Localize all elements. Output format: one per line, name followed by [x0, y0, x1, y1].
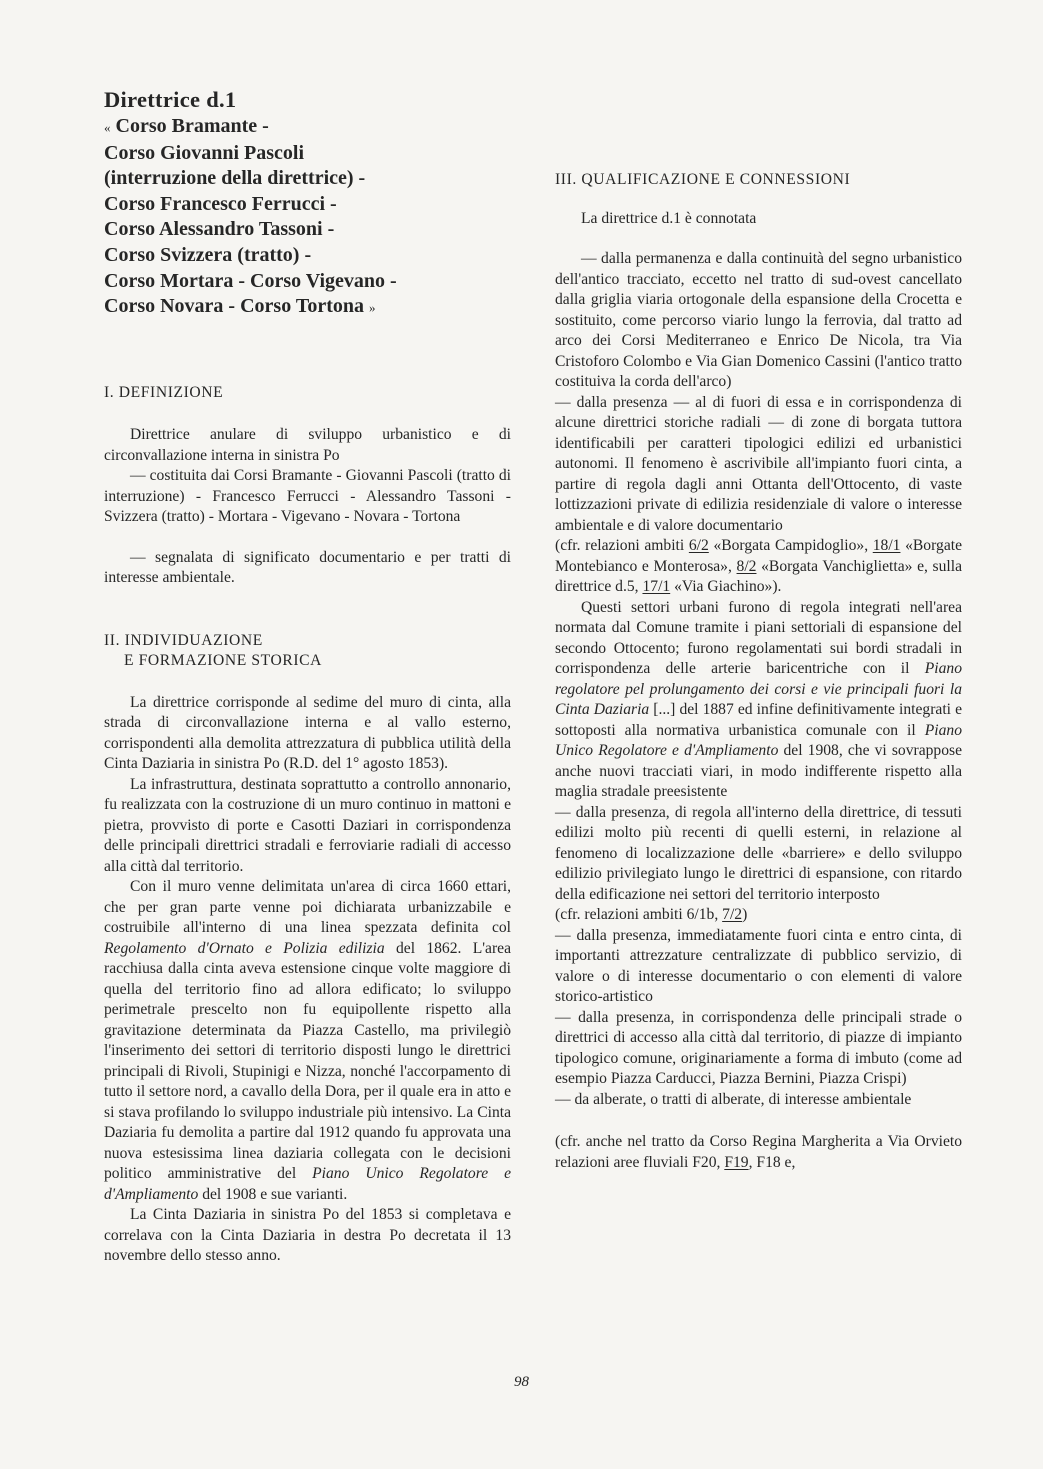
section-title-qualificazione: III. QUALIFICAZIONE E CONNESSIONI — [555, 171, 851, 188]
paragraph: (cfr. relazioni ambiti 6/1b, 7/2) — [555, 906, 748, 923]
paragraph: La direttrice d.1 è connotata — [581, 209, 757, 227]
paragraph: Direttrice anulare di sviluppo urbanistico e di circonvallazione interna in sinistra Po — [104, 426, 511, 464]
paragraph: — segnalata di significato documentario e per tratti di interesse ambientale. — [104, 548, 511, 587]
open-quote: « — [104, 120, 111, 135]
heading-line: (interruzione della direttrice) - — [104, 167, 366, 190]
section-title-individuazione: II. INDIVIDUAZIONE — [104, 631, 263, 649]
paragraph: — da alberate, o tratti di alberate, di interesse ambientale — [555, 1090, 912, 1108]
section-title-individuazione-2: E FORMAZIONE STORICA — [124, 652, 322, 670]
paragraph: Con il muro venne delimitata un'area di circa 1660 ettari, che per gran parte venne poi dichiarata urbanizzabile e costruibile all'interno di una linea spezzata definita col Regolamento d'Ornato e Polizia edilizia del 1862. L'area racchiusa dalla cinta aveva estensione cinque volte maggiore di quella del territorio fino ad allora edificato; lo sviluppo perimetrale prescelto non fu equipollente rispetto alla gravitazione determinata da Piazza Castello, ma privilegiò l'inserimento dei settori di territorio disposti lungo le direttrici principali di Rivoli, Stupinigi e Nizza, nonché l'accorpamento di tutto il settore nord, a cavallo della Dora, per il quale era in atto e si stava profilando lo sviluppo industriale più intensivo. La Cinta Daziaria fu demolita a partire dal 1912 quando fu approvata una nuova estesissima linea daziaria collegata con le decisioni politico amministrative del Piano Unico Regolatore e d'Ampliamento del 1908 e sue varianti. — [104, 878, 512, 1203]
paragraph: Questi settori urbani furono di regola integrati nell'area normata dal Comune tramite i piani settoriali di espansione del secondo Ottocento; furono regolamentati sui bordi stradali in corrispondenza delle arterie baricentriche con il Piano regolatore pel prolungamento dei corsi e vie principali fuori la Cinta Daziaria [...] del 1887 ed infine definitivamente integrati e sottoposti alla normativa urbanistica comunale con il Piano Unico Regolatore e d'Ampliamento del 1908, che vi sovrappose anche nuovi tracciati viari, in modo indifferente rispetto alla maglia stradale preesistente — [555, 598, 962, 800]
paragraph: — dalla presenza, di regola all'interno della direttrice, di tessuti edilizi molto più recenti di quelli esterni, in relazione al fenomeno di localizzazione delle «barriere» e dello sviluppo edilizio privilegiato lungo le direttrici di espansione, con ritardo della edificazione nei settori del territorio interposto — [555, 803, 962, 903]
heading-line: Corso Giovanni Pascoli — [104, 141, 305, 164]
paragraph: — dalla permanenza e dalla continuità del segno urbanistico dell'antico tracciato, eccetto nel tratto di sud-ovest cancellato dalla griglia viaria ortogonale della espansione della Crocetta e sostituito, come percorso viario lungo la ferrovia, dal tratto ad arco dei Corsi Mediterraneo e Enrico De Nicola, tra Via Cristoforo Colombo e Via Gian Domenico Cassini (l'antico tratto costituiva la corda dell'arco) — [555, 250, 962, 390]
paragraph: (cfr. anche nel tratto da Corso Regina Margherita a Via Orvieto relazioni aree fluviali F20, F19, F18 e, — [555, 1133, 962, 1171]
section-title-definizione: I. DEFINIZIONE — [104, 383, 224, 401]
page-number: 98 — [514, 1374, 529, 1390]
heading-line: Corso Mortara - Corso Vigevano - — [104, 269, 397, 292]
heading-line: Corso Alessandro Tassoni - — [104, 218, 335, 241]
left-column — [104, 86, 511, 1267]
paragraph: — dalla presenza, immediatamente fuori cinta e entro cinta, di importanti attrezzature centralizzate di pubblico servizio, di valore o di interesse documentario o con elementi di valore storico-artistico — [555, 926, 962, 1005]
close-quote: » — [369, 300, 376, 316]
paragraph: — dalla presenza, in corrispondenza delle principali strade o direttrici di accesso alla città dal territorio, di piazze di impianto tipologico comune, originariamente a forma di imbuto (come ad esempio Piazza Carducci, Piazza Bernini, Piazza Crispi) — [555, 1008, 962, 1087]
heading-line: Corso Francesco Ferrucci - — [104, 192, 337, 215]
paragraph: La Cinta Daziaria in sinistra Po del 1853 si completava e correlava con la Cinta Daziaria in destra Po decretata il 13 novembre dello stesso anno. — [104, 1206, 511, 1265]
paragraph: La infrastruttura, destinata soprattutto a controllo annonario, fu realizzata con la costruzione di un muro continuo in mattoni e pietra, provvisto di porte e Casotti Daziari in corrispondenza delle principali direttrici stradali e ferroviarie radiali di accesso alla città dal territorio. — [104, 775, 511, 875]
paragraph: — dalla presenza — al di fuori di essa e in corrispondenza di alcune direttrici storiche radiali — di zone di borgata tuttora identificabili per caratteri tipologici edilizi ed urbanistici autonomi. Il fenomeno è ascrivibile all'impianto fuori cinta, a partire di regola dagli anni Ottanta dell'Ottocento, di vaste lottizzazioni private di edilizia residenziale di valore o interesse ambientale e di valore documentario — [555, 393, 962, 534]
paragraph: — costituita dai Corsi Bramante - Giovanni Pascoli (tratto di interruzione) - Francesco Ferrucci - Alessandro Tassoni - Svizzera (tratto) - Mortara - Vigevano - Novara - Tortona — [104, 467, 511, 526]
heading-line: « Corso Bramante - — [104, 115, 269, 137]
heading-line: Corso Novara - Corso Tortona » — [104, 295, 376, 318]
paragraph: La direttrice corrisponde al sedime del muro di cinta, alla strada di circonvallazione interna e al vallo esterno, corrispondenti alla demolita attrezzatura di pubblica utilità della Cinta Daziaria in sinistra Po (R.D. del 1° agosto 1853). — [104, 693, 511, 773]
heading-line: Corso Svizzera (tratto) - — [104, 243, 312, 266]
right-column — [555, 88, 962, 1173]
heading-title: Direttrice d.1 — [104, 87, 237, 112]
paragraph: (cfr. relazioni ambiti 6/2 «Borgata Campidoglio», 18/1 «Borgate Montebianco e Monterosa», 8/2 «Borgata Vanchiglietta» e, sulla direttrice d.5, 17/1 «Via Giachino»). — [555, 537, 962, 595]
